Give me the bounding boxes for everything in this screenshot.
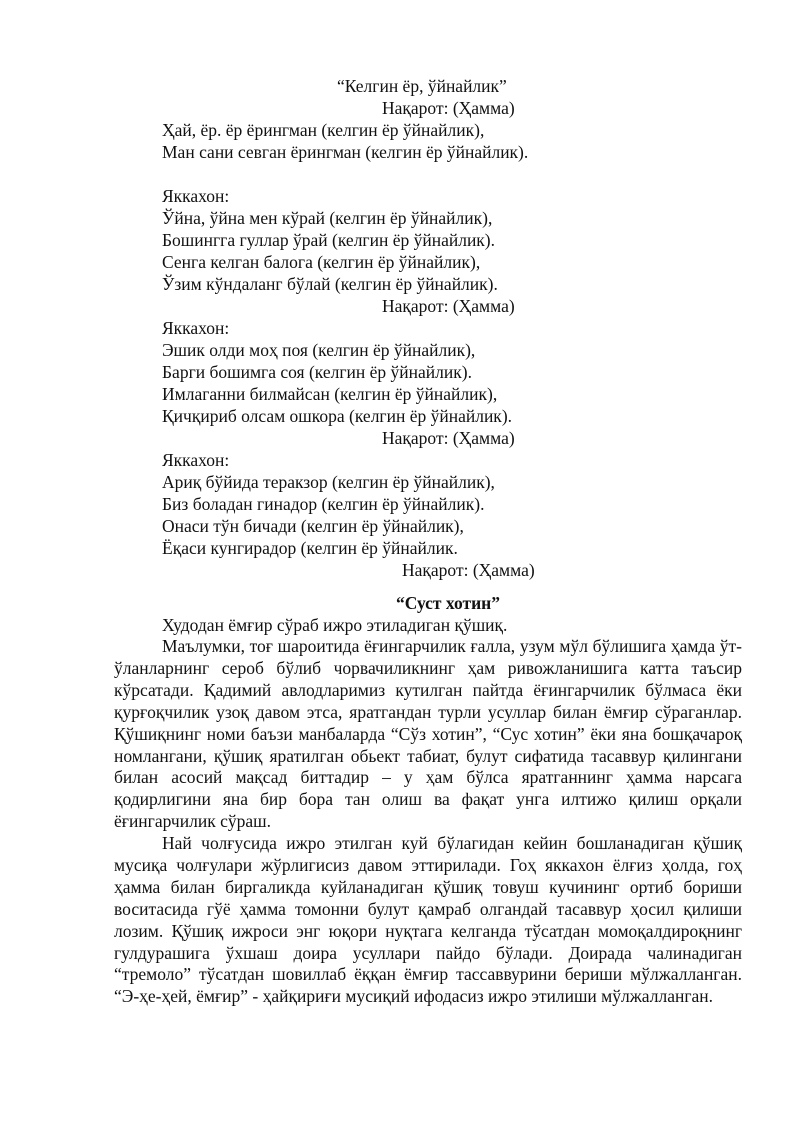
verse-line: Ҳай, ёр. ёр ёрингман (келгин ёр ўйнайлик), — [162, 120, 485, 140]
verse-line: Онаси тўн бичади (келгин ёр ўйнайлик), — [162, 516, 464, 536]
verse-line: Ўзим кўндаланг бўлай (келгин ёр ўйнайлик). — [162, 274, 498, 294]
refrain-label: Нақарот: (Ҳамма) — [402, 560, 535, 580]
body-paragraph: Най чолғусида ижро этилган куй бўлагидан кейин бошланадиган қўшиқ мусиқа чолғулари жўрлигисиз давом эттирилади. Гоҳ яккахон ёлғиз ҳолда, гоҳ ҳамма билан биргаликда куйланадиган қўшиқ товуш кучининг ортиб бориши воситасида гўё ҳамма томонни булут қамраб олгандай тасаввур ҳосил қилиши лозим. Қўшиқ ижроси энг юқори нуқтага келганда тўсатдан момоқалдироқнинг гулдурашига ўхшаш доира усуллари пайдо бўлади. Доирада чалинадиган “тремоло” тўсатдан шовиллаб ёққан ёмғир тассаввурини бериши мўлжалланган. “Э-ҳе-ҳей, ёмғир” - ҳайқириғи мусиқий ифодасиз ижро этилиши мўлжалланган. — [114, 833, 742, 1007]
verse-line: Биз боладан гинадор (келгин ёр ўйнайлик). — [162, 494, 485, 514]
body-paragraph: Маълумки, тоғ шароитида ёғингарчилик ғалла, узум мўл бўлишига ҳамда ўт-ўланларнинг сероб бўлиб чорвачиликнинг ҳам ривожланишига катта таъсир кўрсатади. Қадимий авлодларимиз кутилган пайтда ёғингарчилик бўлмаса ёки қурғоқчилик узоқ давом этса, яратгандан турли усуллар билан ёмғир сўраганлар. Қўшиқнинг номи баъзи манбаларда “Сўз хотин”, “Сус хотин” ёки яна бошқачароқ номлангани, қўшиқ яратилган обьект табиат, булут сифатида тасаввур қилингани билан асосий мақсад биттадир – у ҳам бўлса яратганнинг ҳамма нарсага қодирлигини яна бир бора тан олиш ва фақат унга илтижо қилиш орқали ёғингарчилик сўраш. — [114, 636, 742, 832]
song-subtitle: Худодан ёмғир сўраб ижро этиладиган қўшиқ. — [162, 615, 508, 635]
refrain-label: Нақарот: (Ҳамма) — [382, 428, 515, 448]
verse-line: Эшик олди моҳ поя (келгин ёр ўйнайлик), — [162, 340, 476, 360]
singer-label: Яккахон: — [162, 450, 230, 470]
verse-line: Бошингга гуллар ўрай (келгин ёр ўйнайлик). — [162, 230, 496, 250]
verse-line: Барги бошимга соя (келгин ёр ўйнайлик). — [162, 362, 472, 382]
refrain-label: Нақарот: (Ҳамма) — [382, 296, 515, 316]
verse-line: Имлаганни билмайсан (келгин ёр ўйнайлик), — [162, 384, 498, 404]
verse-line: Сенга келган балога (келгин ёр ўйнайлик), — [162, 252, 481, 272]
singer-label: Яккахон: — [162, 318, 230, 338]
verse-line: Ёқаси кунгирадор (келгин ёр ўйнайлик. — [162, 538, 458, 558]
song-title: “Келгин ёр, ўйнайлик” — [337, 76, 507, 96]
singer-label: Яккахон: — [162, 186, 230, 206]
refrain-label: Нақарот: (Ҳамма) — [382, 98, 515, 118]
verse-line: Қичқириб олсам ошкора (келгин ёр ўйнайлик). — [162, 406, 513, 426]
verse-line: Ман сани севган ёрингман (келгин ёр ўйнайлик). — [162, 142, 529, 162]
song-title: “Суст хотин” — [396, 593, 501, 613]
verse-line: Ариқ бўйида теракзор (келгин ёр ўйнайлик), — [162, 472, 495, 492]
verse-line: Ўйна, ўйна мен кўрай (келгин ёр ўйнайлик), — [162, 208, 493, 228]
